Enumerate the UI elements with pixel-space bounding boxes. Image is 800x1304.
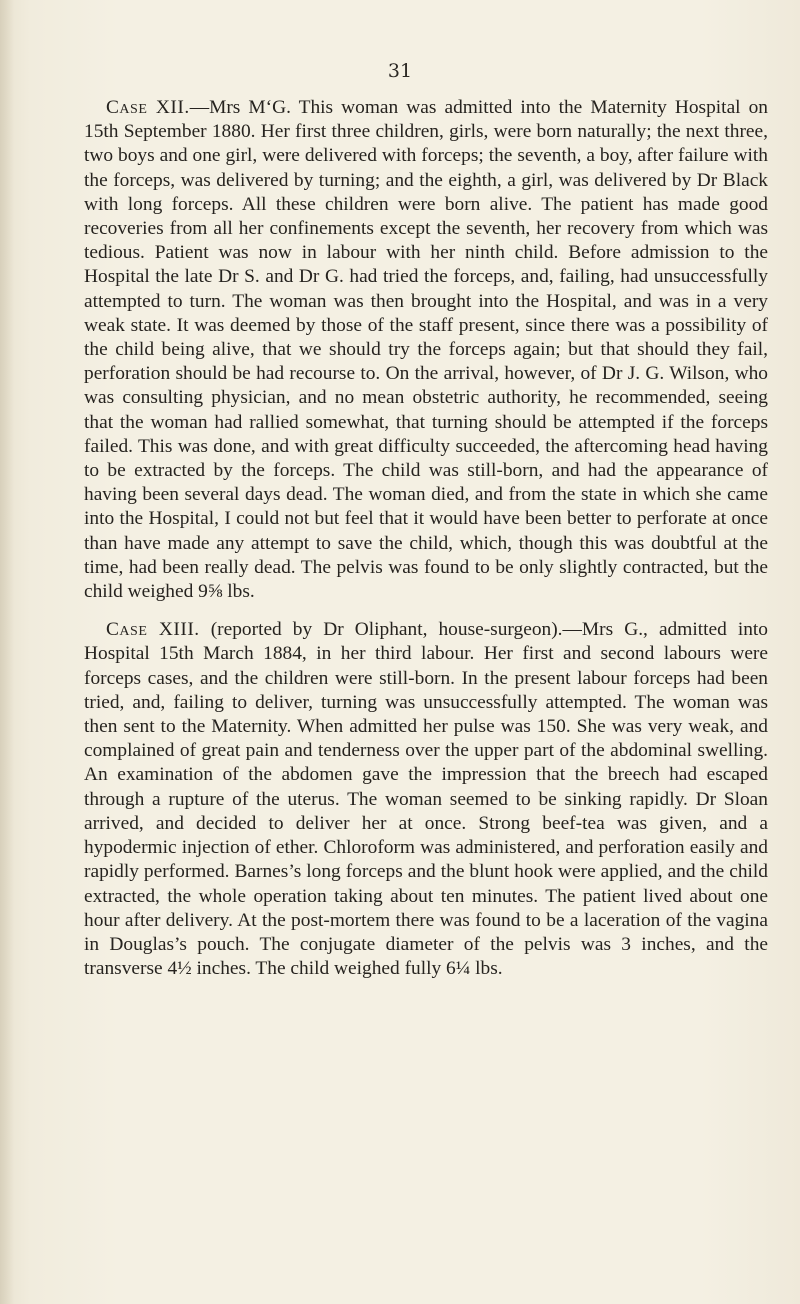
case-xii-paragraph — [84, 96, 768, 604]
case-xiii-label: Case XIII. — [106, 619, 200, 641]
case-xiii-paragraph — [84, 618, 768, 981]
page-number: 31 — [387, 60, 413, 82]
case-xii-text: —Mrs M‘G. This woman was admitted into the Maternity Hospital on 15th September 1880. Her first three children, girls, were born naturally; the next three, two boys and one girl, were delivered with forceps; the seventh, a boy, after failure with the forceps, was delivered by turning; and the eighth, a girl, was delivered by Dr Black with long forceps. All these children were born alive. The patient has made good recoveries from all her confinements except the seventh, her recovery from which was tedious. Patient was now in labour with her ninth child. Before admission to the Hospital the late Dr S. and Dr G. had tried the forceps, and, failing, had unsuccessfully attempted to turn. The woman was then brought into the Hospital, and was in a very weak state. It was deemed by those of the staff present, since there was a possibility of the child being alive, that we should try the forceps again; but that should they fail, perforation should be had recourse to. On the arrival, however, of Dr J. G. Wilson, who was consulting physician, and no mean obstetric authority, he recommended, seeing that the woman had rallied somewhat, that turning should be attempted if the forceps failed. This was done, and with great difficulty succeeded, the aftercoming head having to be extracted by the forceps. The child was still-born, and had the appearance of having been several days dead. The woman died, and from the state in which she came into the Hospital, I could not but feel that it would have been better to perforate at once than have made any attempt to save the child, which, though this was doubtful at the time, had been really dead. The pelvis was found to be only slightly contracted, but the child weighed 9⅝ lbs. — [84, 97, 768, 603]
binding-shadow — [0, 0, 14, 1304]
case-xii-label: Case XII. — [106, 97, 190, 118]
case-xiii-text: (reported by Dr Oliphant, house-surgeon).—Mrs G., admitted into Hospital 15th March 1884, in her third labour. Her first and second labours were forceps cases, and the children were still-born. In the present labour forceps had been tried, and, failing to deliver, turning was unsuccessfully attempted. The woman was then sent to the Maternity. When admitted her pulse was 150. She was very weak, and complained of great pain and tenderness over the upper part of the abdominal swelling. An examination of the abdomen gave the impression that the breech had escaped through a rupture of the uterus. The woman seemed to be sinking rapidly. Dr Sloan arrived, and decided to deliver her at once. Strong beef-tea was given, and a hypodermic injection of ether. Chloroform was administered, and perforation easily and rapidly performed. Barnes’s long forceps and the blunt hook were applied, and the child extracted, the whole operation taking about ten minutes. The patient lived about one hour after delivery. At the post-mortem there was found to be a laceration of the vagina in Douglas’s pouch. The conjugate diameter of the pelvis was 3 inches, and the transverse 4½ inches. The child weighed fully 6¼ lbs. — [84, 619, 768, 980]
page-body — [84, 96, 768, 981]
